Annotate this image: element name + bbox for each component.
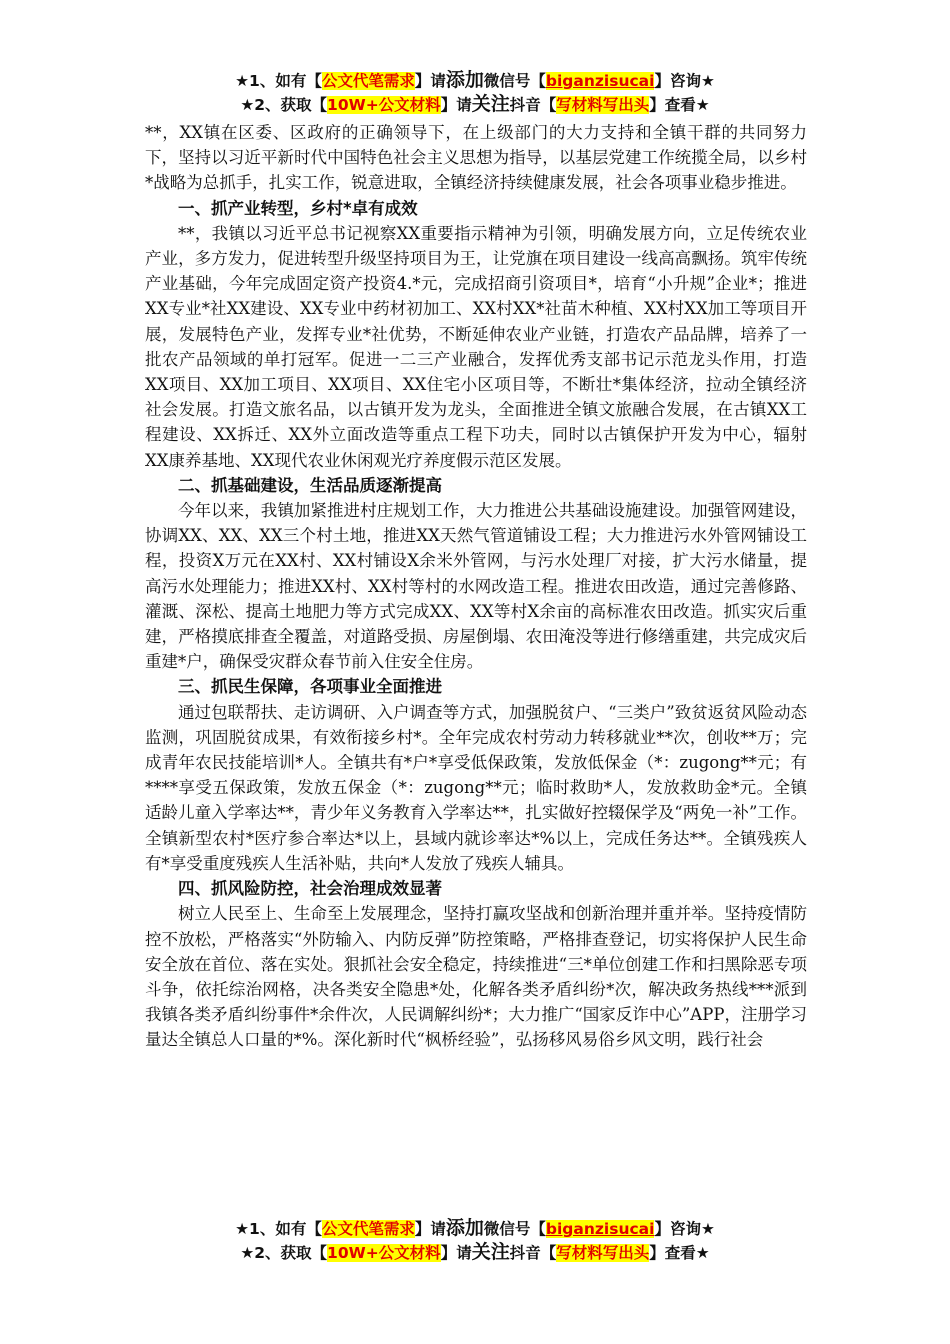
- banner-text: 微信号【: [483, 72, 546, 90]
- banner-text: 】请: [440, 96, 472, 114]
- banner-emphasis: 关注: [471, 93, 510, 115]
- wechat-id-link[interactable]: biganzisucai: [545, 1220, 655, 1238]
- banner-text: 抖音【: [509, 1244, 557, 1262]
- banner-line-2: [0, 1240, 950, 1264]
- wechat-id-link[interactable]: biganzisucai: [545, 72, 655, 90]
- section-3-paragraph: 通过包联帮扶、走访调研、入户调查等方式，加强脱贫户、“三类户”致贫返贫风险动态监测，巩固脱贫成果，有效衔接乡村*。全年完成农村劳动力转移就业**次，创收**万；完成青年农民技能培训*人。全镇共有*户*享受低保政策，发放低保金（*：zugong**元；有****享受五保政策，发放五保金（*：zugong**元；临时救助*人，发放救助金*元。全镇适龄儿童入学率达**，青少年义务教育入学率达**，扎实做好控辍保学及“两免一补”工作。全镇新型农村*医疗参合率达*以上，县域内就诊率达*%以上，完成任务达**。全镇残疾人有*享受重度残疾人生活补贴，共向*人发放了残疾人辅具。: [145, 702, 807, 873]
- banner-prefix: ★2、获取【: [240, 1244, 328, 1262]
- banner-text: 】请: [414, 1220, 446, 1238]
- document-body: [145, 120, 807, 1053]
- banner-suffix: 】查看★: [649, 96, 710, 114]
- banner-emphasis: 关注: [471, 1241, 510, 1263]
- banner-suffix: 】咨询★: [654, 72, 715, 90]
- banner-prefix: ★2、获取【: [240, 96, 328, 114]
- section-2-paragraph: 今年以来，我镇加紧推进村庄规划工作，大力推进公共基础设施建设。加强管网建设，协调XX、XX、XX三个村土地，推进XX天然气管道铺设工程；大力推进污水外管网铺设工程，投资X万元在XX村、XX村铺设X余米外管网，与污水处理厂对接，扩大污水储量，提高污水处理能力；推进XX村、XX村等村的水网改造工程。推进农田改造，通过完善修路、灌溉、深松、提高土地肥力等方式完成XX、XX等村X余亩的高标准农田改造。抓实灾后重建，严格摸底排查全覆盖，对道路受损、房屋倒塌、农田淹没等进行修缮重建，共完成灾后重建*户，确保受灾群众春节前入住安全住房。: [145, 501, 807, 672]
- douyin-account-link[interactable]: 写材料写出头: [556, 1244, 650, 1262]
- section-1-paragraph: **，我镇以习近平总书记视察XX重要指示精神为引领，明确发展方向，立足传统农业产业，多方发力，促进转型升级坚持项目为王，让党旗在项目建设一线高高飘扬。筑牢传统产业基础，今年完成固定资产投资4.*元，完成招商引资项目*，培育“小升规”企业*；推进XX专业*社XX建设、XX专业中药材初加工、XX村XX*社苗木种植、XX村XX加工等项目开展，发展特色产业，发挥专业*社优势，不断延伸农业产业链，打造农产品品牌，培养了一批农产品领域的单打冠军。促进一二三产业融合，发挥优秀支部书记示范龙头作用，打造XX项目、XX加工项目、XX项目、XX住宅小区项目等，不断壮*集体经济，拉动全镇经济社会发展。打造文旅名品，以古镇开发为龙头，全面推进全镇文旅融合发展，在古镇XX工程建设、XX拆迁、XX外立面改造等重点工程下功夫，同时以古镇保护开发为中心，辐射XX康养基地、XX现代农业休闲观光疗养度假示范区发展。: [145, 223, 807, 470]
- intro-paragraph: **，XX镇在区委、区政府的正确领导下，在上级部门的大力支持和全镇干群的共同努力下，坚持以习近平新时代中国特色社会主义思想为指导，以基层党建工作统揽全局，以乡村*战略为总抓手，扎实工作，锐意进取，全镇经济持续健康发展，社会各项事业稳步推进。: [145, 123, 807, 193]
- section-3-heading: 三、抓民生保障，各项事业全面推进: [178, 677, 442, 697]
- banner-line-2: [0, 92, 950, 116]
- banner-prefix: ★1、如有【: [235, 1220, 322, 1238]
- banner-suffix: 】咨询★: [654, 1220, 715, 1238]
- top-banner: [0, 68, 950, 116]
- banner-prefix: ★1、如有【: [235, 72, 322, 90]
- banner-line-1: [0, 1216, 950, 1240]
- douyin-account-link[interactable]: 写材料写出头: [556, 96, 650, 114]
- banner-text: 】请: [440, 1244, 472, 1262]
- banner-highlight: 10W+公文材料: [327, 96, 441, 114]
- banner-suffix: 】查看★: [649, 1244, 710, 1262]
- banner-emphasis: 添加: [445, 69, 484, 91]
- banner-text: 】请: [414, 72, 446, 90]
- banner-highlight: 10W+公文材料: [327, 1244, 441, 1262]
- section-4-heading: 四、抓风险防控，社会治理成效显著: [178, 879, 442, 899]
- banner-text: 微信号【: [483, 1220, 546, 1238]
- section-1-heading: 一、抓产业转型，乡村*卓有成效: [178, 198, 418, 218]
- bottom-banner: [0, 1216, 950, 1264]
- section-4-paragraph: 树立人民至上、生命至上发展理念，坚持打赢攻坚战和创新治理并重并举。坚持疫情防控不放松，严格落实“外防输入、内防反弹”防控策略，严格排查登记，切实将保护人民生命安全放在首位、落在实处。狠抓社会安全稳定，持续推进“三*单位创建工作和扫黑除恶专项斗争，依托综治网格，决各类安全隐患*处，化解各类矛盾纠纷*次，解决政务热线***派到我镇各类矛盾纠纷事件*余件次，人民调解纠纷*；大力推广“国家反诈中心”APP，注册学习量达全镇总人口量的*%。深化新时代“枫桥经验”，弘扬移风易俗乡风文明，践行社会: [145, 904, 807, 1050]
- banner-emphasis: 添加: [445, 1217, 484, 1239]
- section-2-heading: 二、抓基础建设，生活品质逐渐提高: [178, 475, 442, 495]
- banner-highlight: 公文代笔需求: [321, 1220, 415, 1238]
- banner-line-1: [0, 68, 950, 92]
- banner-highlight: 公文代笔需求: [321, 72, 415, 90]
- banner-text: 抖音【: [509, 96, 557, 114]
